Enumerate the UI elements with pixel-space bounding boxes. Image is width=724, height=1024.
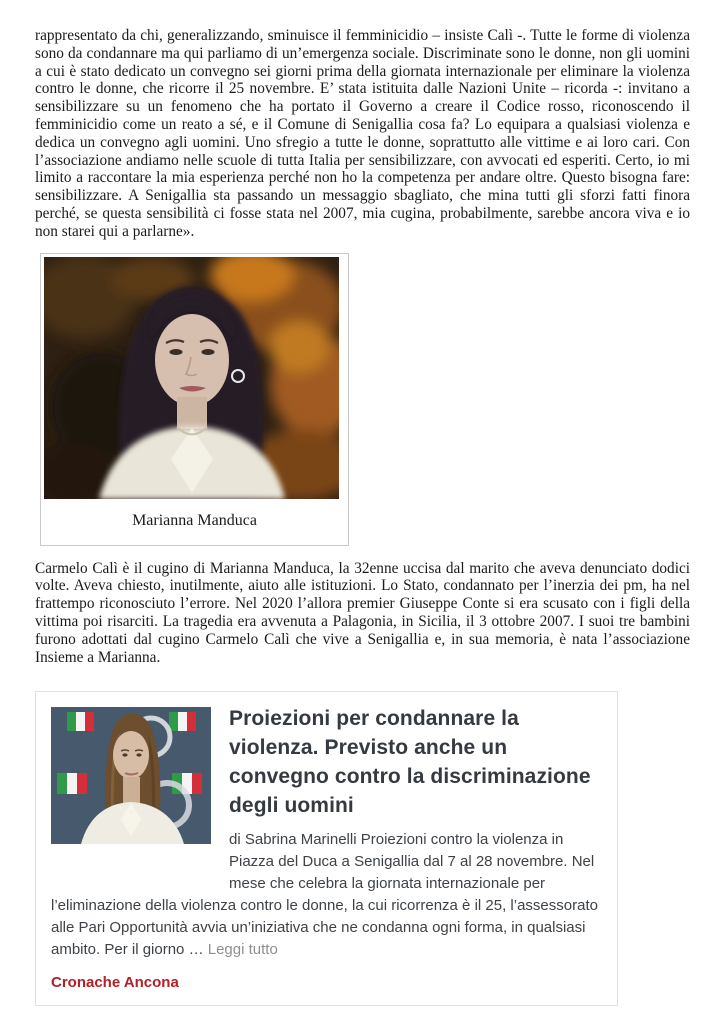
read-more-link[interactable]: Leggi tutto xyxy=(207,941,278,959)
photo-caption: Marianna Manduca xyxy=(132,511,257,529)
article-paragraph-2: Carmelo Calì è il cugino di Marianna Manduca, la 32enne uccisa dal marito che aveva denunciato dodici volte. Aveva chiesto, inutilmente, aiuto alle istituzioni. Lo Stato, condannato per l’inerzia dei pm, ha nel frattempo riconosciuto l’errore. Nel 2020 l’allora premier Giuseppe Conte si era scusato con i figli della vittima poi risarciti. La tragedia era avvenuta a Palagonia, in Sicilia, il 3 ottobre 2007. I suoi tre bambini furono adottati dal cugino Carmelo Calì che vive a Senigallia e, in sua memoria, è nata l’associazione Insieme a Marianna. xyxy=(35,559,690,666)
related-article-title[interactable]: Proiezioni per condannare la violenza. Previsto anche un convegno contro la discriminazione degli uomini xyxy=(229,707,591,818)
italian-flag-icon xyxy=(67,712,94,731)
related-article-thumbnail[interactable] xyxy=(51,707,211,844)
source-link[interactable]: Cronache Ancona xyxy=(51,974,179,992)
related-article-description xyxy=(51,829,601,961)
italian-flag-icon xyxy=(57,773,87,794)
victim-photo xyxy=(44,257,339,499)
article-paragraph-1: rappresentato da chi, generalizzando, sminuisce il femminicidio – insiste Calì -. Tutte le forme di violenza sono da condannare ma qui parliamo di un’emergenza sociale. Discriminate sono le donne, non gli uomini a cui è stato dedicato un convegno sei giorni prima della giornata internazionale per eliminare la violenza contro le donne, che ricorre il 25 novembre. E’ stata istituita dalle Nazioni Unite – ricorda -: invitano a sensibilizzare su un fenomeno che ha portato il Governo a creare il Codice rosso, riconoscendo il femminicidio come un reato a sé, e il Comune di Senigallia cosa fa? Lo equipara a qualsiasi violenza e dedica un convegno agli uomini. Uno sfregio a tutte le donne, soprattutto alle vittime e ai loro cari. Con l’associazione andiamo nelle scuole di tutta Italia per sensibilizzare, con avvocati ed esperiti. Certo, io mi limito a raccontare la mia esperienza perché non ho la competenza per andare oltre. Questo bisogna fare: sensibilizzare. A Senigallia sta passando un messaggio sbagliato, che mina tutti gli sforzi fatti finora perché, se questa sensibilità ci fosse stata nel 2007, mia cugina, probabilmente, sarebbe ancora viva e io non starei qui a parlarne». xyxy=(35,27,690,240)
victim-photo-figure xyxy=(40,253,349,546)
related-article-excerpt: di Sabrina Marinelli Proiezioni contro la violenza in Piazza del Duca a Senigallia dal 7 al 28 novembre. Nel mese che celebra la giornata internazionale per l’eliminazione della violenza contro le donne, la cui ricorrenza è il 25, l’assessorato alle Pari Opportunità avvia un’iniziativa che ne condanna ogni forma, in qualsiasi ambito. Per il giorno … xyxy=(51,831,598,959)
related-article-thumbnail-illustration xyxy=(51,707,211,844)
victim-photo-illustration xyxy=(44,257,339,499)
related-article-card[interactable] xyxy=(35,691,618,1006)
italian-flag-icon xyxy=(169,712,196,731)
